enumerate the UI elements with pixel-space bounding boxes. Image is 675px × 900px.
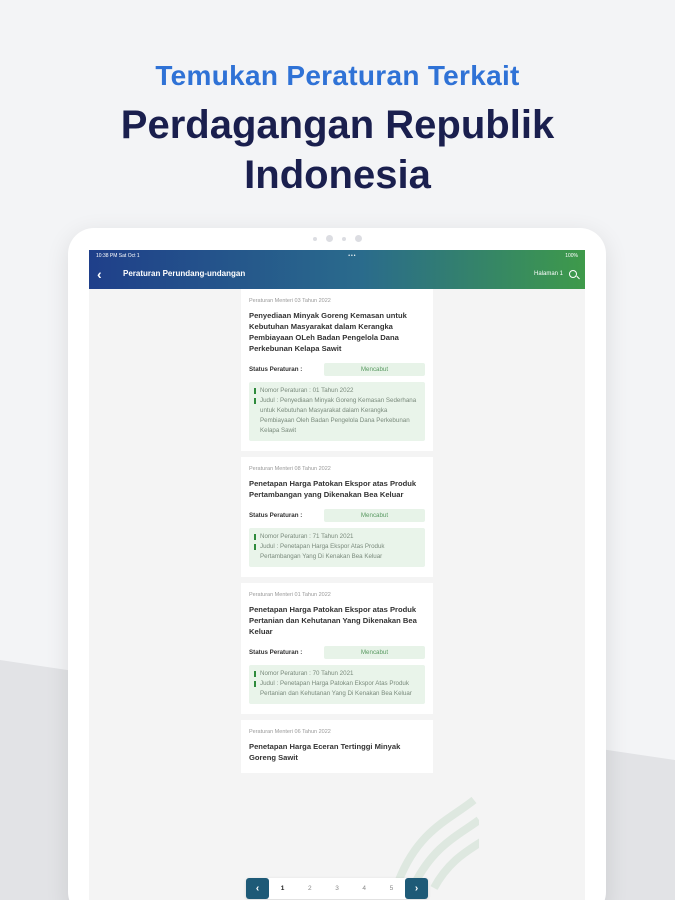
headline-title	[0, 100, 675, 200]
app-bar	[89, 250, 585, 289]
page-title: Peraturan Perundang-undangan	[123, 269, 246, 278]
headline-subtitle: Temukan Peraturan Terkait	[155, 60, 520, 91]
card-meta: Peraturan Menteri 01 Tahun 2022	[249, 592, 331, 598]
status-label: Status Peraturan :	[249, 366, 303, 373]
search-icon[interactable]	[569, 270, 577, 278]
page-3-button[interactable]: 3	[335, 885, 339, 892]
info-judul: Judul : Penetapan Harga Patokan Ekspor Atas Produk Pertanian dan Kehutanan Yang Di Kenakan Bea Keluar	[254, 679, 420, 699]
status-bar	[89, 250, 585, 260]
headline-title-line2: Indonesia	[244, 153, 431, 197]
status-row	[249, 646, 425, 659]
page-2-button[interactable]: 2	[307, 885, 312, 892]
status-badge: Mencabut	[324, 509, 425, 522]
regulation-card-3[interactable]	[241, 583, 433, 714]
next-page-button[interactable]: ›	[405, 878, 428, 899]
app-screen	[89, 250, 585, 900]
status-row	[249, 509, 425, 522]
regulation-card-4[interactable]	[241, 720, 433, 773]
regulation-card-1[interactable]	[241, 289, 433, 451]
nav-right	[534, 270, 577, 278]
status-row	[249, 363, 425, 376]
card-meta: Peraturan Menteri 08 Tahun 2022	[249, 466, 331, 472]
tablet-frame	[68, 228, 606, 900]
prev-page-button[interactable]: ‹	[246, 878, 269, 899]
status-battery: 100%	[565, 253, 578, 259]
page-indicator: Halaman 1	[533, 270, 563, 277]
related-info	[249, 665, 425, 704]
back-icon[interactable]: ‹	[97, 265, 102, 282]
status-badge: Mencabut	[324, 646, 425, 659]
related-info	[249, 382, 425, 441]
related-info	[249, 528, 425, 567]
pagination	[246, 878, 428, 899]
info-judul: Judul : Penetapan Harga Ekspor Atas Produk Pertambangan Yang Di Kenakan Bea Keluar	[254, 542, 420, 562]
info-nomor: Nomor Peraturan : 71 Tahun 2021	[254, 532, 420, 542]
card-meta: Peraturan Menteri 03 Tahun 2022	[249, 298, 331, 304]
status-badge: Mencabut	[324, 363, 425, 376]
status-dots: •••	[348, 253, 357, 259]
headline	[0, 60, 675, 200]
tablet-camera-dots	[68, 235, 606, 242]
info-judul: Judul : Penyediaan Minyak Goreng Kemasan Sederhana untuk Kebutuhan Masyarakat dalam Kerangka Pembiayaan Oleh Badan Pengelola Dana Perkebunan Kelapa Sawit	[254, 396, 420, 436]
page-1-button[interactable]: 1	[280, 885, 285, 892]
regulation-list	[241, 289, 433, 779]
card-title: Penyediaan Minyak Goreng Kemasan untuk Kebutuhan Masyarakat dalam Kerangka Pembiayaan OLeh Badan Pengelola Dana Perkebunan Kelapa Sawit	[249, 311, 407, 353]
info-nomor: Nomor Peraturan : 01 Tahun 2022	[254, 386, 420, 396]
card-title: Penetapan Harga Patokan Ekspor atas Produk Pertambangan yang Dikenakan Bea Keluar	[249, 479, 417, 499]
card-meta: Peraturan Menteri 06 Tahun 2022	[249, 729, 331, 735]
watermark-logo-icon	[389, 790, 479, 890]
regulation-card-2[interactable]	[241, 457, 433, 577]
info-nomor: Nomor Peraturan : 70 Tahun 2021	[254, 669, 420, 679]
status-label: Status Peraturan :	[249, 649, 303, 656]
page-5-button[interactable]: 5	[389, 885, 394, 892]
status-time: 10:38 PM Sat Oct 1	[96, 253, 140, 259]
page-4-button[interactable]: 4	[362, 885, 367, 892]
status-label: Status Peraturan :	[249, 512, 303, 519]
headline-title-line1: Perdagangan Republik	[120, 103, 555, 147]
card-title: Penetapan Harga Patokan Ekspor atas Produk Pertanian dan Kehutanan Yang Dikenakan Bea Keluar	[249, 605, 417, 636]
card-title: Penetapan Harga Eceran Tertinggi Minyak Goreng Sawit	[249, 742, 401, 762]
nav-row	[89, 260, 585, 287]
